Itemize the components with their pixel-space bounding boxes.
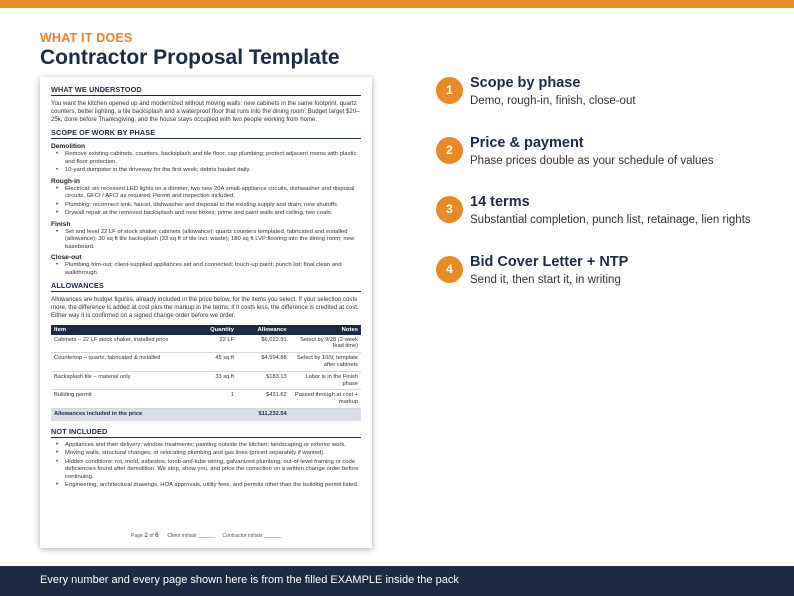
list-item: • Plumbing: reconnect sink, faucet, dishwasher and disposal to the existing supply and drain; new shutoffs. xyxy=(51,202,361,210)
cell-amount: $4,594.88 xyxy=(237,353,290,372)
cell-item: Countertop – quartz, fabricated & installed xyxy=(51,353,191,372)
understood-heading: WHAT WE UNDERSTOOD xyxy=(51,85,361,96)
allowances-text: Allowances are budget figures, already included in the price below, for the items you select. If your selection costs more, the difference is added at cost plus the markup in the terms; if it costs less, the difference is credited at cost. Either way it is confirmed on a signed change order before we order. xyxy=(51,296,359,320)
list-item: • Set and level 22 LF of stock shaker cabinets (allowance); quartz counters templated, fabricated and installed (allowance); 30 sq ft tile backsplash (33 sq ft of tile incl. waste); 180 sq ft LVP flooring into the dining room; new baseboard. xyxy=(51,229,361,252)
list-item: • Drywall repair at the removed backsplash and new boxes; prime and paint walls and ceiling, two coats. xyxy=(51,210,361,218)
bottom-banner-text: Every number and every page shown here is from the filled EXAMPLE inside the pack xyxy=(40,574,459,586)
list-item: • Engineering, architectural drawings, HOA approvals, utility fees, and permits other than the building permit listed. xyxy=(51,482,361,490)
cell-qty: 45 sq ft xyxy=(191,353,238,372)
cell-qty: 1 xyxy=(191,390,238,409)
table-total-row xyxy=(51,408,361,420)
allowances-heading: ALLOWANCES xyxy=(51,281,361,292)
total-amount: $11,232.54 xyxy=(237,408,290,420)
col-allowance: Allowance xyxy=(237,325,290,335)
phase-title-rough-in: Rough-in xyxy=(51,177,80,185)
scope-heading: SCOPE OF WORK BY PHASE xyxy=(51,128,361,139)
list-item: • Electrical: six recessed LED lights on a dimmer, two new 20A small-appliance circuits, dishwasher and disposal circuits, GFCI / AFCI as required. Permit and inspection included. xyxy=(51,186,361,201)
top-accent-bar xyxy=(0,0,794,8)
phase-list-close-out xyxy=(51,262,361,277)
of-word: of xyxy=(149,533,154,539)
document-footer xyxy=(40,532,372,539)
cell-amount: $431.62 xyxy=(237,390,290,409)
feature-number-badge: 2 xyxy=(436,137,463,164)
feature-number-badge: 1 xyxy=(436,77,463,104)
phase-list-rough-in xyxy=(51,186,361,218)
feature-title: Bid Cover Letter + NTP xyxy=(470,254,629,270)
cell-notes: Passed through at cost + markup xyxy=(290,390,361,409)
cell-item: Cabinets – 22 LF stock shaker, installed price xyxy=(51,335,191,353)
total-notes-empty xyxy=(290,408,361,420)
feature-description: Substantial completion, punch list, retainage, lien rights xyxy=(470,214,751,226)
bottom-banner xyxy=(0,566,794,596)
page-number: 2 xyxy=(144,532,148,539)
understood-text: You want the kitchen opened up and modernized without moving walls: new cabinets in the same footprint, quartz counters, better lighting, a tile backsplash and a waterproof floor that runs into the dining room. Budget target $20–25k, done before Thanksgiving, and the house stays occupied with two people working from home. xyxy=(51,100,360,124)
total-label: Allowances included in the price xyxy=(51,408,237,420)
cell-amount: $183.13 xyxy=(237,371,290,390)
phase-list-finish xyxy=(51,229,361,252)
list-item: • Appliances and their delivery; window treatments; painting outside the kitchen; landscaping or exterior work. xyxy=(51,442,361,450)
cell-item: Backsplash tile – material only xyxy=(51,371,191,390)
col-notes: Notes xyxy=(290,325,361,335)
contractor-initials: Contractor initials ______ xyxy=(222,533,282,539)
table-row xyxy=(51,371,361,390)
section-kicker: WHAT IT DOES xyxy=(40,31,133,45)
cell-qty: 33 sq ft xyxy=(191,371,238,390)
list-item: • Moving walls, structural changes, or relocating plumbing and gas lines (priced separately if wanted). xyxy=(51,450,361,458)
feature-title: Scope by phase xyxy=(470,75,581,91)
phase-title-close-out: Close-out xyxy=(51,254,82,262)
cell-notes: Select by 9/28 (2-week lead time) xyxy=(290,335,361,353)
cell-qty: 22 LF xyxy=(191,335,238,353)
table-row xyxy=(51,335,361,353)
list-item: • Plumbing trim-out; client-supplied appliances set and connected; touch-up paint; punch list; final clean and walkthrough. xyxy=(51,262,361,277)
list-item: • Remove existing cabinets, counters, backsplash and tile floor; cap plumbing; protect adjacent rooms with plastic and floor protection. xyxy=(51,151,361,166)
feature-description: Send it, then start it, in writing xyxy=(470,274,621,286)
col-quantity: Quantity xyxy=(191,325,238,335)
table-row xyxy=(51,353,361,372)
not-included-heading: NOT INCLUDED xyxy=(51,427,361,438)
feature-title: 14 terms xyxy=(470,194,530,210)
page-word: Page xyxy=(130,533,143,539)
feature-description: Demo, rough-in, finish, close-out xyxy=(470,95,636,107)
page-total: 6 xyxy=(155,532,159,539)
table-header-row xyxy=(51,325,361,335)
cell-amount: $6,022.91 xyxy=(237,335,290,353)
page-title: Contractor Proposal Template xyxy=(40,46,340,69)
allowances-table xyxy=(51,325,361,421)
cell-item: Building permit xyxy=(51,390,191,409)
col-item: Item xyxy=(51,325,191,335)
not-included-list xyxy=(51,442,361,490)
phase-title-demolition: Demolition xyxy=(51,143,86,151)
phase-title-finish: Finish xyxy=(51,220,71,228)
feature-number-badge: 4 xyxy=(436,256,463,283)
list-item: • 10-yard dumpster in the driveway for the first week; debris hauled daily. xyxy=(51,167,361,175)
document-preview xyxy=(40,77,372,548)
cell-notes: Labor is in the Finish phase xyxy=(290,371,361,390)
feature-number-badge: 3 xyxy=(436,196,463,223)
phase-list-demolition xyxy=(51,151,361,175)
list-item: • Hidden conditions: rot, mold, asbestos, knob-and-tube wiring, galvanized plumbing, out-of-level framing or code deficiencies found after demolition. We stop, show you, and price the correction on a written change order before continuing. xyxy=(51,459,361,482)
cell-notes: Select by 10/9; template after cabinets xyxy=(290,353,361,372)
table-row xyxy=(51,390,361,409)
client-initials: Client initials ______ xyxy=(167,533,216,539)
feature-title: Price & payment xyxy=(470,135,584,151)
feature-description: Phase prices double as your schedule of values xyxy=(470,155,714,167)
